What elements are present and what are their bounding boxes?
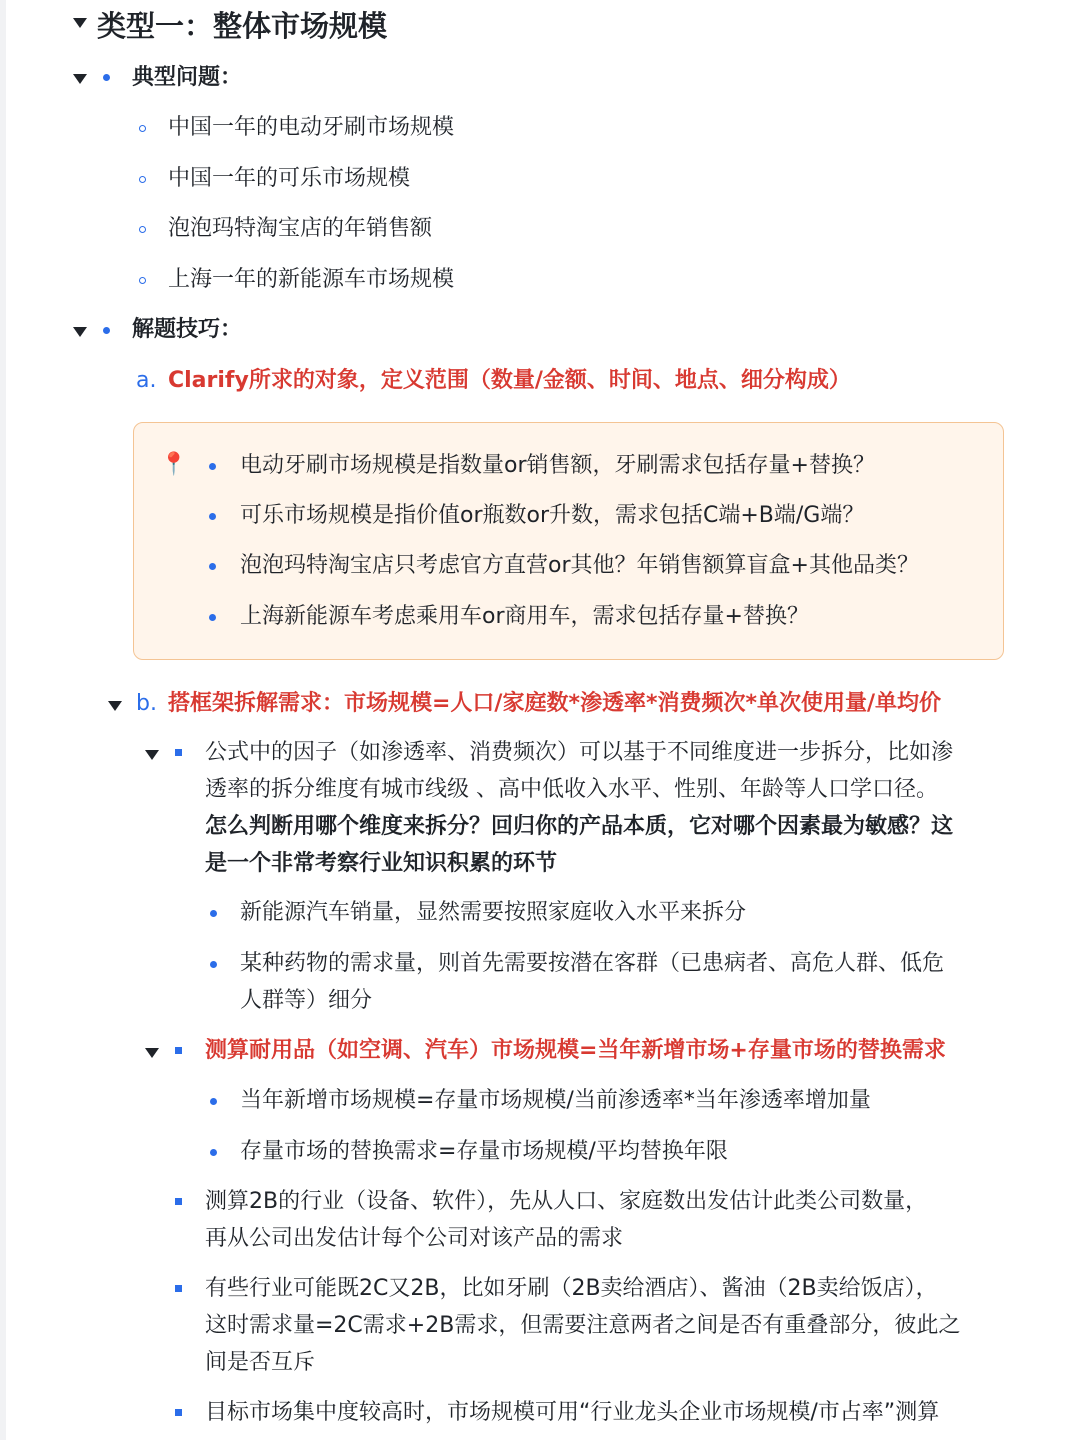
list-item: 存量市场的替换需求=存量市场规模/平均替换年限: [240, 1139, 728, 1164]
list-item: 泡泡玛特淘宝店的年销售额: [168, 216, 433, 241]
bullet-ring-icon: [139, 226, 146, 233]
bullet-square-icon: [175, 749, 182, 756]
paragraph-line: 透率的拆分维度有城市线级 、高中低收入水平、性别、年龄等人口学口径。: [205, 777, 938, 802]
bullet-ring-icon: [139, 176, 146, 183]
paragraph-line: 这时需求量=2C需求+2B需求，但需要注意两者之间是否有重叠部分，彼此之: [205, 1313, 961, 1338]
bullet-icon: [209, 614, 216, 621]
bullet-icon: [210, 961, 217, 968]
bullet-square-icon: [175, 1285, 182, 1292]
list-item: 中国一年的电动牙刷市场规模: [168, 115, 455, 140]
paragraph-line-highlight: 测算耐用品（如空调、汽车）市场规模=当年新增市场+存量市场的替换需求: [205, 1038, 946, 1063]
step-a-text: Clarify所求的对象，定义范围（数量/金额、时间、地点、细分构成）: [168, 368, 851, 393]
bullet-icon: [210, 1149, 217, 1156]
collapse-toggle-icon[interactable]: [108, 701, 122, 711]
list-item: 上海一年的新能源车市场规模: [168, 267, 455, 292]
collapse-toggle-icon[interactable]: [145, 1048, 159, 1058]
paragraph-line: 测算2B的行业（设备、软件），先从人口、家庭数出发估计此类公司数量，: [205, 1189, 928, 1214]
callout-item: 电动牙刷市场规模是指数量or销售额，牙刷需求包括存量+替换？: [240, 453, 875, 478]
list-item: 某种药物的需求量，则首先需要按潜在客群（已患病者、高危人群、低危: [240, 951, 945, 976]
bullet-ring-icon: [139, 125, 146, 132]
section-label: 典型问题：: [132, 65, 243, 90]
callout-item: 泡泡玛特淘宝店只考虑官方直营or其他？年销售额算盲盒+其他品类？: [240, 553, 919, 578]
bullet-icon: [103, 327, 110, 334]
collapse-toggle-icon[interactable]: [73, 74, 87, 84]
bullet-ring-icon: [139, 277, 146, 284]
bullet-square-icon: [175, 1409, 182, 1416]
callout-item: 可乐市场规模是指价值or瓶数or升数，需求包括C端+B端/G端？: [240, 503, 865, 528]
step-b-text: 搭框架拆解需求：市场规模=人口/家庭数*渗透率*消费频次*单次使用量/单均价: [168, 691, 942, 716]
list-item: 当年新增市场规模=存量市场规模/当前渗透率*当年渗透率增加量: [240, 1088, 871, 1113]
list-item: 人群等）细分: [240, 988, 373, 1013]
paragraph-line: 间是否互斥: [205, 1350, 316, 1375]
collapse-toggle-icon[interactable]: [145, 750, 159, 760]
left-gutter: [0, 0, 6, 1440]
bullet-icon: [209, 513, 216, 520]
pin-icon: 📍: [160, 452, 188, 477]
bullet-icon: [209, 563, 216, 570]
bullet-icon: [103, 74, 110, 81]
paragraph-line: 有些行业可能既2C又2B，比如牙刷（2B卖给酒店）、酱油（2B卖给饭店），: [205, 1276, 938, 1301]
section-label: 解题技巧：: [132, 317, 243, 342]
bullet-icon: [210, 1098, 217, 1105]
page-title: 类型一：整体市场规模: [97, 9, 388, 43]
bullet-icon: [210, 910, 217, 917]
bullet-square-icon: [175, 1198, 182, 1205]
paragraph-line: 公式中的因子（如渗透率、消费频次）可以基于不同维度进一步拆分，比如渗: [205, 740, 954, 765]
list-letter: a.: [136, 368, 157, 393]
callout-item: 上海新能源车考虑乘用车or商用车，需求包括存量+替换？: [240, 604, 809, 629]
list-item: 中国一年的可乐市场规模: [168, 166, 411, 191]
paragraph-line-bold: 是一个非常考察行业知识积累的环节: [205, 851, 558, 876]
paragraph-line: 目标市场集中度较高时，市场规模可用“行业龙头企业市场规模/市占率”测算: [205, 1400, 940, 1425]
collapse-toggle-icon[interactable]: [73, 327, 87, 337]
paragraph-line: 再从公司出发估计每个公司对该产品的需求: [205, 1226, 624, 1251]
list-letter: b.: [136, 691, 157, 716]
collapse-toggle-icon[interactable]: [73, 18, 87, 28]
list-item: 新能源汽车销量，显然需要按照家庭收入水平来拆分: [240, 900, 747, 925]
bullet-square-icon: [175, 1047, 182, 1054]
bullet-icon: [209, 463, 216, 470]
paragraph-line-bold: 怎么判断用哪个维度来拆分？回归你的产品本质，它对哪个因素最为敏感？这: [205, 814, 954, 839]
